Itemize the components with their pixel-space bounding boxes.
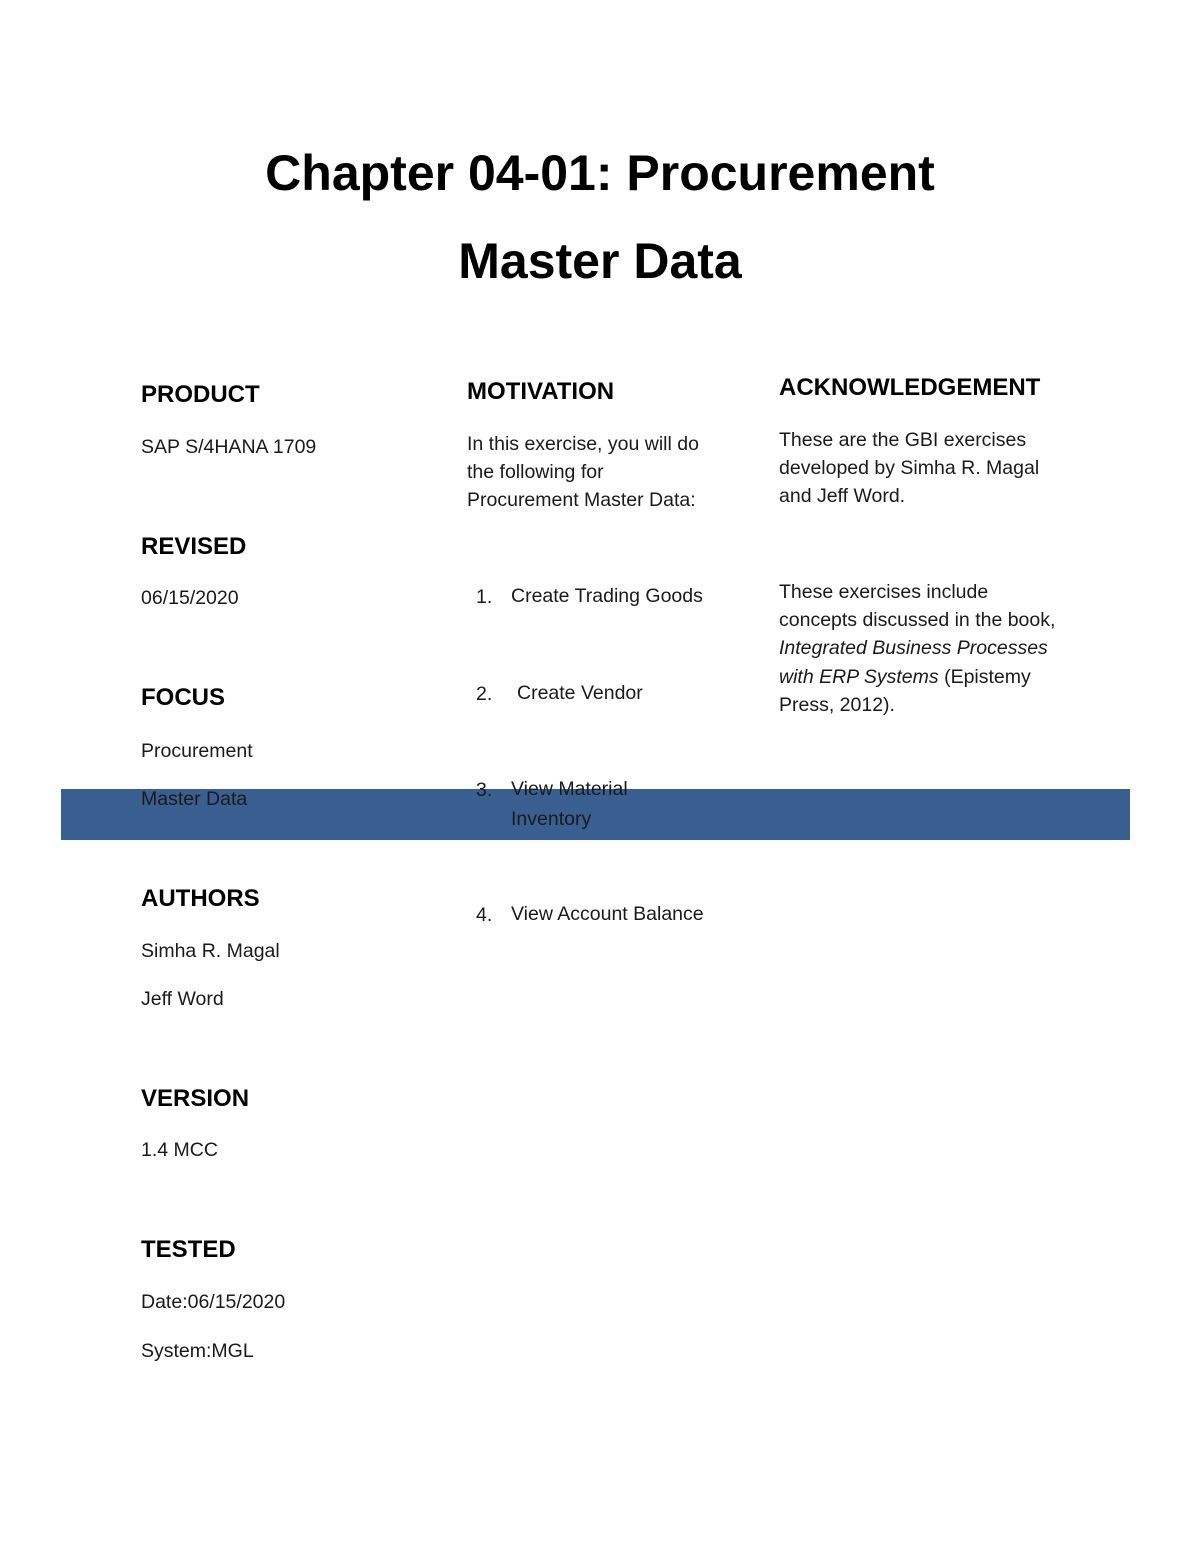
publisher-text: (Epistemy [938, 666, 1031, 688]
author-2: Jeff Word [141, 988, 224, 1010]
acknowledgement-heading: ACKNOWLEDGEMENT [779, 374, 1041, 401]
tested-date: Date:06/15/2020 [141, 1291, 286, 1313]
book-title-part-1: Integrated Business Processes [779, 637, 1048, 659]
revised-heading: REVISED [141, 533, 247, 560]
motivation-intro-3: Procurement Master Data: [467, 489, 696, 511]
ack-para2-line-5: Press, 2012). [779, 694, 895, 716]
ack-para2-line-1: These exercises include [779, 581, 989, 603]
ack-para2-line-3 [779, 634, 1048, 663]
version-heading: VERSION [141, 1085, 250, 1112]
ack-para2-line-2: concepts discussed in the book, [779, 609, 1056, 631]
motivation-intro-2: the following for [467, 461, 604, 483]
list-item-number: 4. [476, 904, 493, 926]
tested-heading: TESTED [141, 1236, 236, 1263]
page-title-line-2: Master Data [458, 233, 742, 289]
tested-system: System:MGL [141, 1340, 254, 1362]
list-item-number: 2. [476, 683, 493, 705]
list-item: Create Trading Goods [511, 585, 703, 607]
version-value: 1.4 MCC [141, 1139, 218, 1161]
ack-para2-line-4 [779, 663, 1031, 692]
product-heading: PRODUCT [141, 381, 260, 408]
authors-heading: AUTHORS [141, 885, 260, 912]
product-value: SAP S/4HANA 1709 [141, 436, 317, 458]
focus-heading: FOCUS [141, 684, 225, 711]
author-1: Simha R. Magal [141, 940, 280, 962]
ack-para1-line-2: developed by Simha R. Magal [779, 457, 1040, 479]
motivation-heading: MOTIVATION [467, 378, 615, 405]
revised-value: 06/15/2020 [141, 587, 239, 609]
list-item-number: 1. [476, 586, 493, 608]
list-item-number: 3. [476, 779, 493, 801]
list-item: View Account Balance [511, 903, 704, 925]
focus-value-1: Procurement [141, 740, 253, 762]
list-item-continuation: Inventory [511, 808, 592, 830]
motivation-intro-1: In this exercise, you will do [467, 433, 699, 455]
list-item: Create Vendor [517, 682, 643, 704]
ack-para1-line-3: and Jeff Word. [779, 485, 906, 507]
focus-value-2: Master Data [141, 788, 248, 810]
ack-para1-line-1: These are the GBI exercises [779, 429, 1027, 451]
page-title-line-1: Chapter 04-01: Procurement [265, 145, 935, 201]
list-item: View Material [511, 778, 628, 800]
book-title-part-2: with ERP Systems [779, 666, 939, 688]
